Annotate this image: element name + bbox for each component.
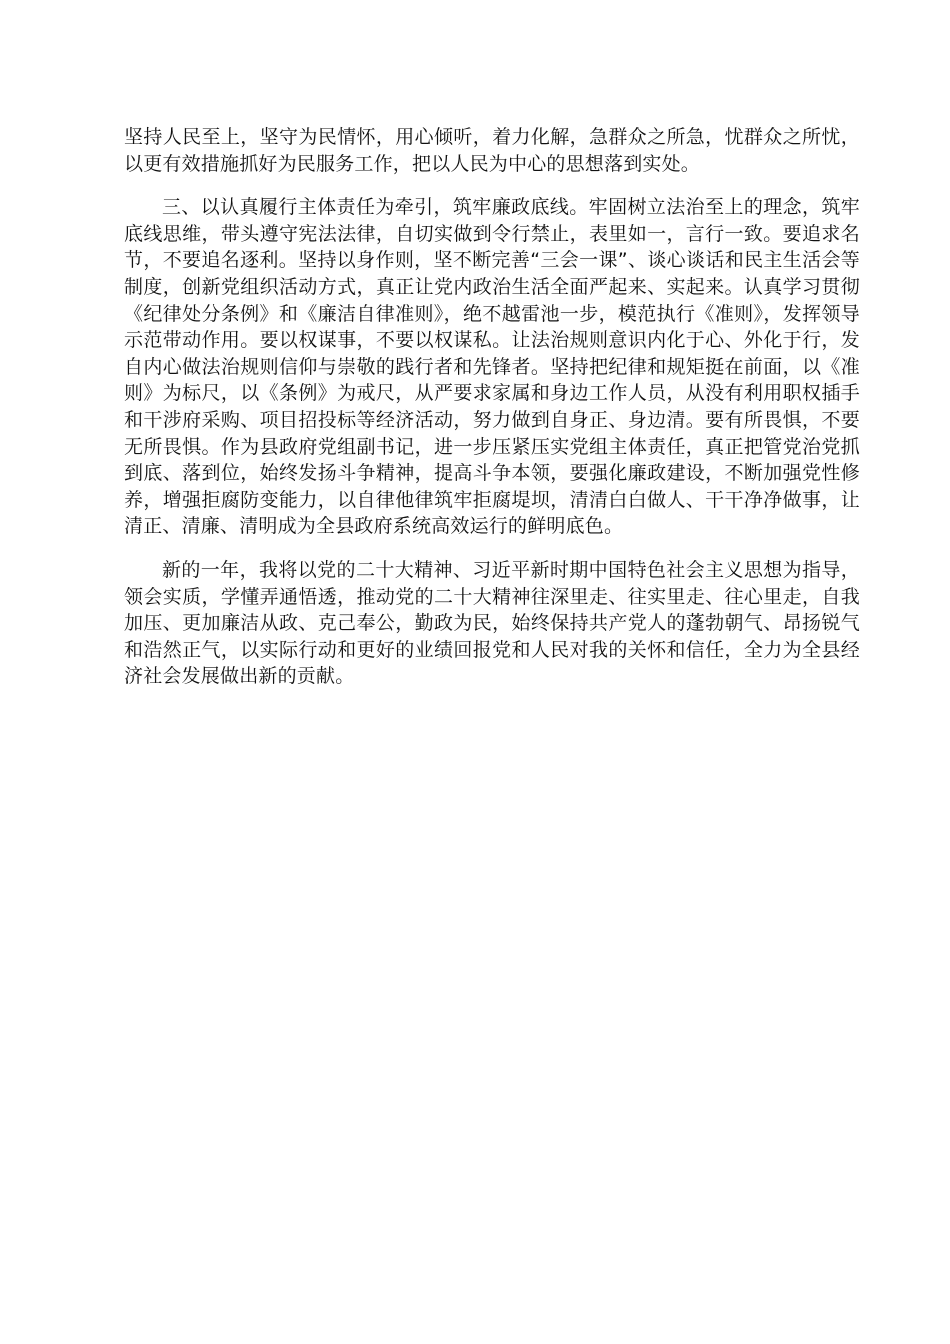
document-body [124, 124, 860, 707]
paragraph-conclusion: 新的一年，我将以党的二十大精神、习近平新时期中国特色社会主义思想为指导，领会实质，学懂弄通悟透，推动党的二十大精神往深里走、往实里走、往心里走，自我加压、更加廉洁从政、克己奉公，勤政为民，始终保持共产党人的蓬勃朝气、昂扬锐气和浩然正气，以实际行动和更好的业绩回报党和人民对我的关怀和信任，全力为全县经济社会发展做出新的贡献。 [124, 558, 860, 688]
paragraph-section-three: 三、以认真履行主体责任为牵引，筑牢廉政底线。牢固树立法治至上的理念，筑牢底线思维，带头遵守宪法法律，自切实做到令行禁止，表里如一，言行一致。要追求名节，不要追名逐利。坚持以身作则，坚不断完善“三会一课”、谈心谈话和民主生活会等制度，创新党组织活动方式，真正让党内政治生活全面严起来、实起来。认真学习贯彻《纪律处分条例》和《廉洁自律准则》，绝不越雷池一步，模范执行《准则》，发挥领导示范带动作用。要以权谋事，不要以权谋私。让法治规则意识内化于心、外化于行，发自内心做法治规则信仰与崇敬的践行者和先锋者。坚持把纪律和规矩挺在前面，以《准则》为标尺，以《条例》为戒尺，从严要求家属和身边工作人员，从没有利用职权插手和干涉府采购、项目招投标等经济活动，努力做到自身正、身边清。要有所畏惧，不要无所畏惧。作为县政府党组副书记，进一步压紧压实党组主体责任，真正把管党治党抓到底、落到位，始终发扬斗争精神，提高斗争本领，要强化廉政建设，不断加强党性修养，增强拒腐防变能力，以自律他律筑牢拒腐堤坝，清清白白做人、干干净净做事，让清正、清廉、清明成为全县政府系统高效运行的鲜明底色。 [124, 196, 860, 538]
paragraph-continuation: 坚持人民至上，坚守为民情怀，用心倾听，着力化解，急群众之所急，忧群众之所忧，以更有效措施抓好为民服务工作，把以人民为中心的思想落到实处。 [124, 126, 860, 175]
